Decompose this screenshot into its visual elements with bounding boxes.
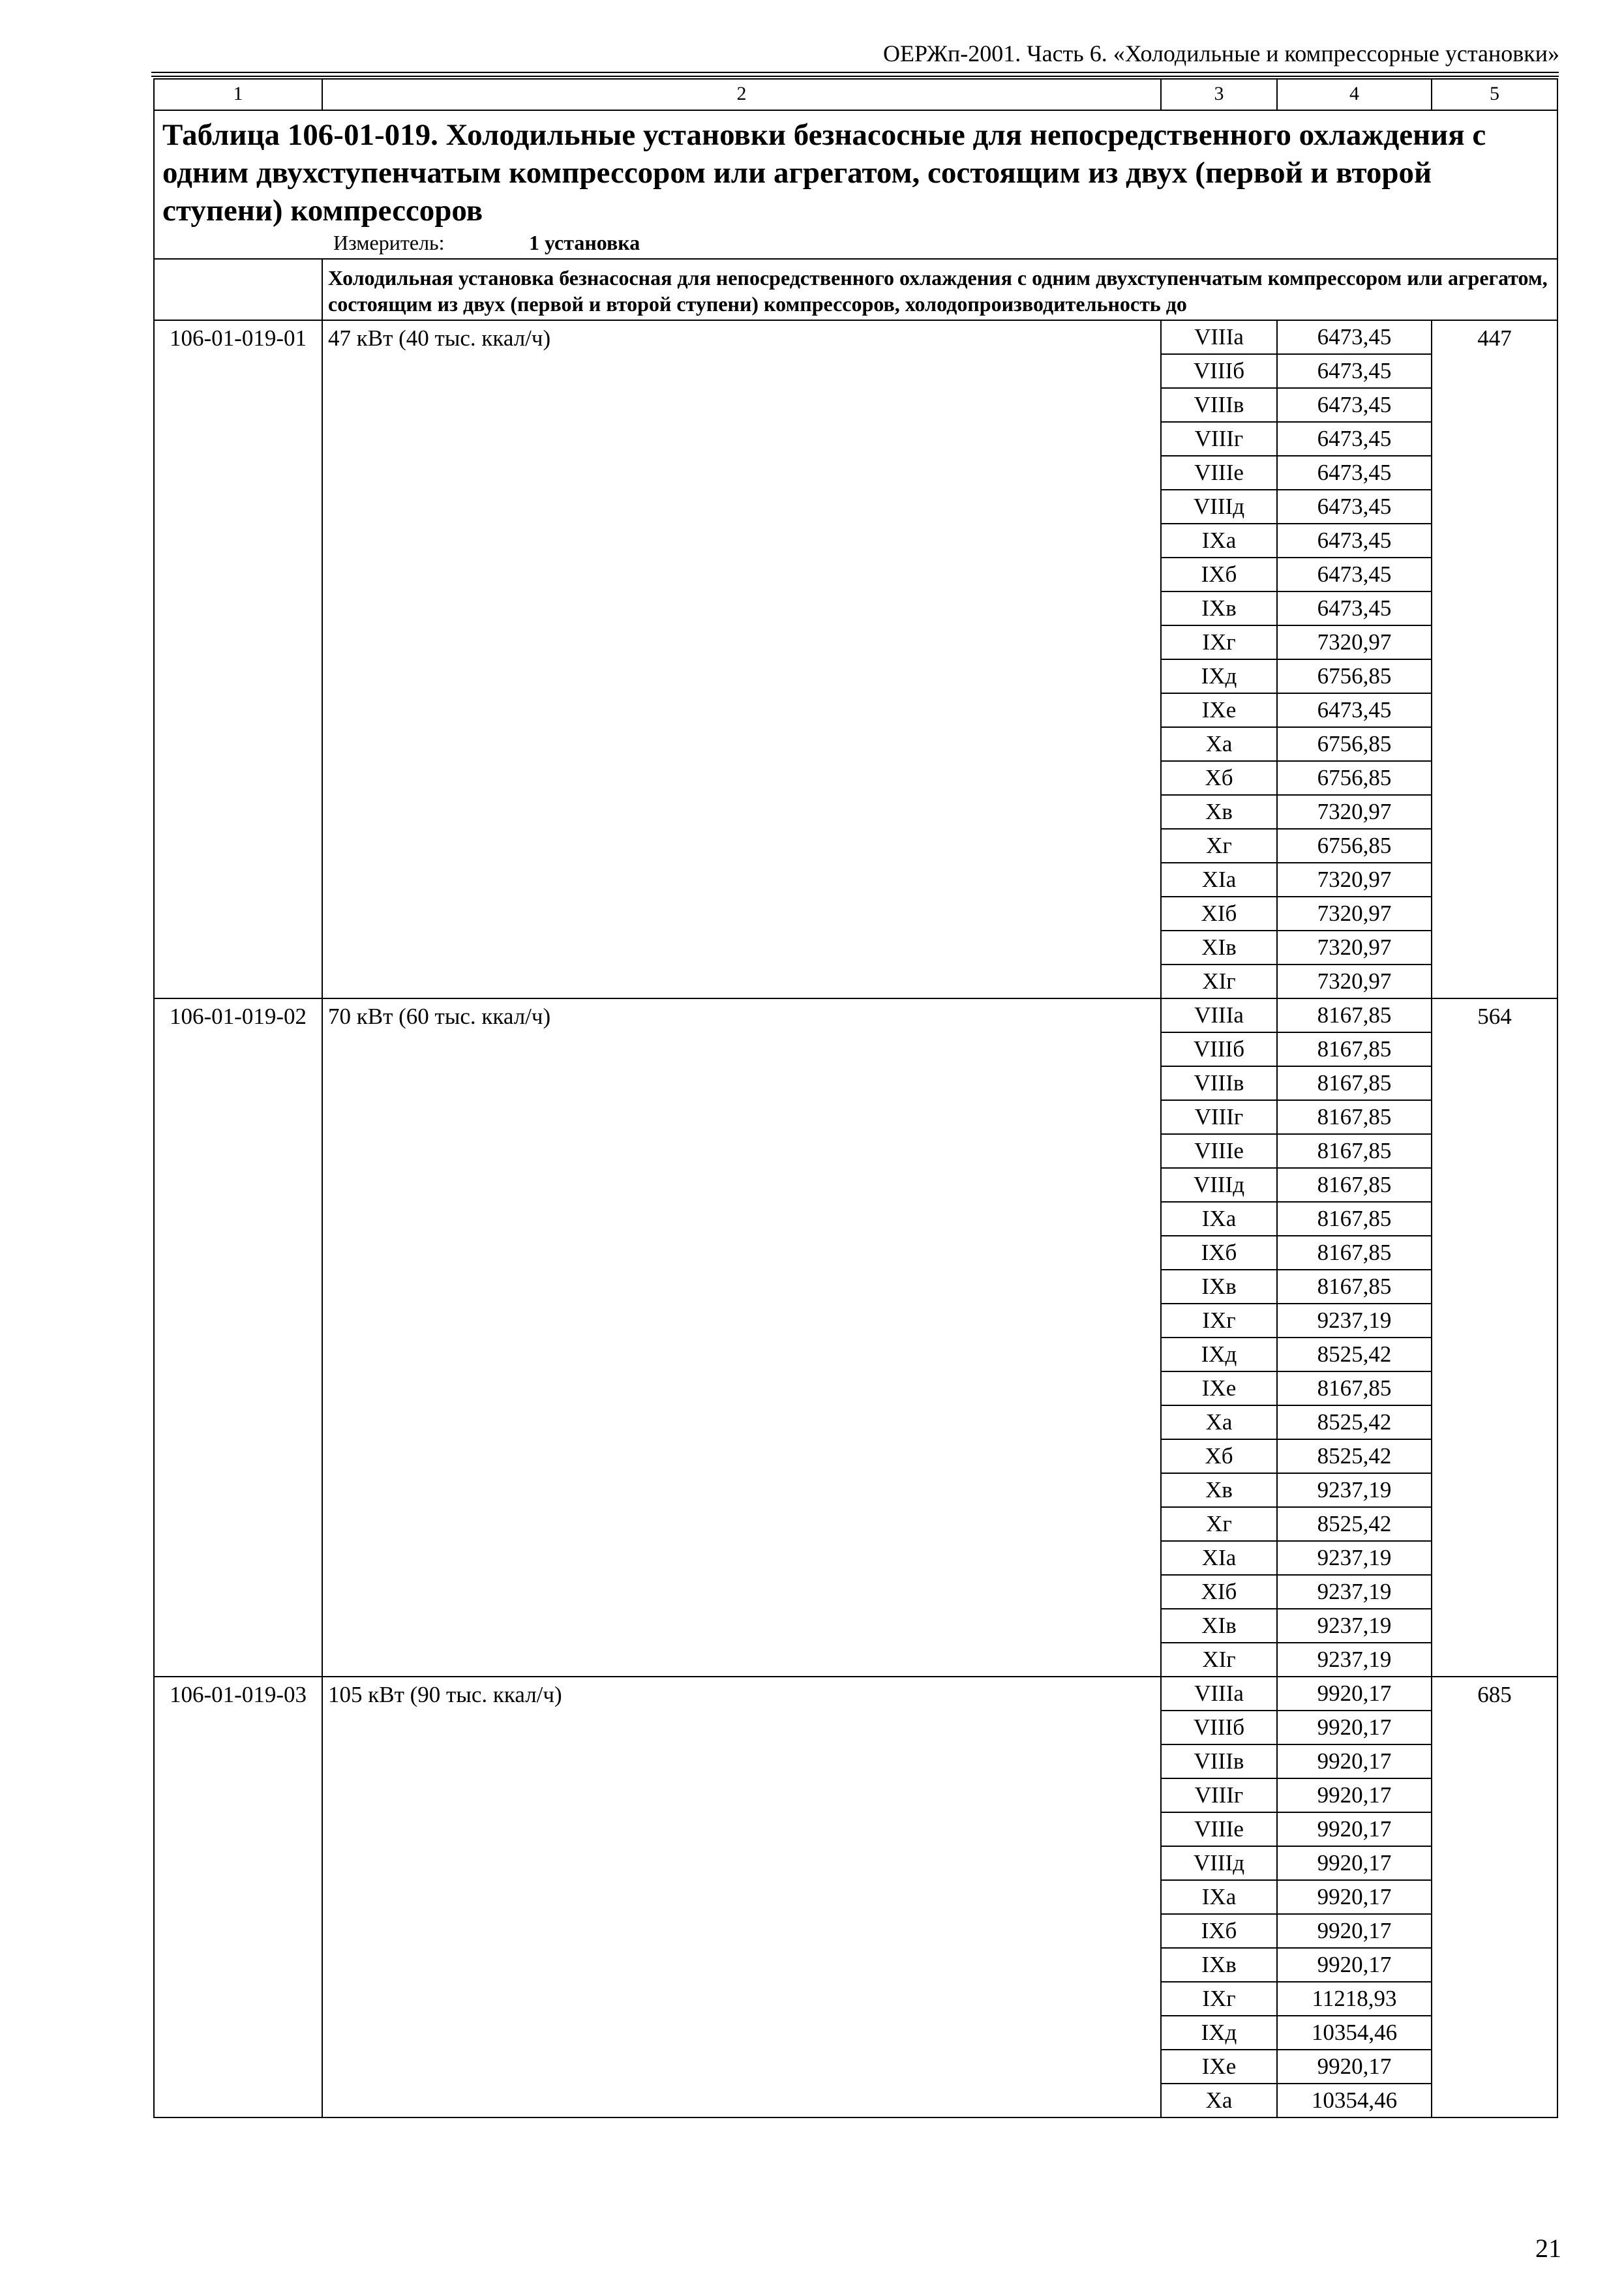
zone-cell: IXв — [1161, 1948, 1277, 1982]
zone-cell: VIIIг — [1161, 1778, 1277, 1812]
zone-cell: XIг — [1161, 965, 1277, 998]
price-cell: 8167,85 — [1277, 1134, 1432, 1168]
zone-cell: IXв — [1161, 591, 1277, 625]
price-cell: 6473,45 — [1277, 490, 1432, 524]
column-number: 3 — [1161, 79, 1277, 110]
zone-cell: IXд — [1161, 659, 1277, 693]
zone-cell: IXг — [1161, 1304, 1277, 1338]
price-cell: 8167,85 — [1277, 1100, 1432, 1134]
price-cell: 9920,17 — [1277, 1812, 1432, 1846]
zone-cell: IXв — [1161, 1270, 1277, 1304]
zone-cell: VIIIд — [1161, 1168, 1277, 1202]
zone-cell: Xг — [1161, 1507, 1277, 1541]
weight-cell: 447 — [1432, 320, 1557, 998]
section-description-row — [154, 259, 1557, 320]
zone-cell: Xв — [1161, 795, 1277, 829]
price-cell: 7320,97 — [1277, 897, 1432, 931]
zone-cell: VIIIа — [1161, 998, 1277, 1032]
price-cell: 6756,85 — [1277, 761, 1432, 795]
price-cell: 8525,42 — [1277, 1507, 1432, 1541]
zone-cell: VIIIе — [1161, 456, 1277, 490]
zone-cell: XIа — [1161, 863, 1277, 897]
price-cell: 6473,45 — [1277, 524, 1432, 558]
zone-cell: IXб — [1161, 1236, 1277, 1270]
price-cell: 11218,93 — [1277, 1982, 1432, 2016]
zone-cell: VIIIб — [1161, 354, 1277, 388]
zone-cell: VIIIб — [1161, 1032, 1277, 1066]
unit-value: 1 установка — [529, 231, 640, 254]
running-header: ОЕРЖп-2001. Часть 6. «Холодильные и компрессорные установки» — [882, 40, 1559, 67]
price-cell: 8167,85 — [1277, 1236, 1432, 1270]
zone-cell: VIIIа — [1161, 1677, 1277, 1711]
table-row — [154, 1677, 1557, 1711]
column-number: 1 — [154, 79, 322, 110]
zone-cell: IXа — [1161, 1880, 1277, 1914]
rates-table — [153, 78, 1558, 2118]
zone-cell: IXг — [1161, 625, 1277, 659]
zone-cell: VIIIв — [1161, 1744, 1277, 1778]
price-cell: 9920,17 — [1277, 1778, 1432, 1812]
zone-cell: Xа — [1161, 2084, 1277, 2117]
zone-cell: VIIIв — [1161, 388, 1277, 422]
zone-cell: IXе — [1161, 1371, 1277, 1405]
price-cell: 9920,17 — [1277, 2050, 1432, 2084]
price-cell: 7320,97 — [1277, 863, 1432, 897]
price-cell: 6473,45 — [1277, 693, 1432, 727]
column-number: 5 — [1432, 79, 1557, 110]
price-cell: 8525,42 — [1277, 1439, 1432, 1473]
rate-name: 47 кВт (40 тыс. ккал/ч) — [322, 320, 1161, 998]
zone-cell: VIIIд — [1161, 490, 1277, 524]
price-cell: 7320,97 — [1277, 795, 1432, 829]
weight-cell: 685 — [1432, 1677, 1557, 2117]
table-title-row — [154, 110, 1557, 259]
zone-cell: IXб — [1161, 1914, 1277, 1948]
rate-code: 106-01-019-02 — [154, 998, 322, 1677]
price-cell: 9237,19 — [1277, 1609, 1432, 1643]
zone-cell: IXб — [1161, 558, 1277, 591]
table-row — [154, 998, 1557, 1032]
rate-name: 105 кВт (90 тыс. ккал/ч) — [322, 1677, 1161, 2117]
empty-cell — [154, 259, 322, 320]
price-cell: 8167,85 — [1277, 1032, 1432, 1066]
price-cell: 8167,85 — [1277, 1371, 1432, 1405]
price-cell: 6473,45 — [1277, 388, 1432, 422]
column-number: 2 — [322, 79, 1161, 110]
zone-cell: Xв — [1161, 1473, 1277, 1507]
table-row — [154, 320, 1557, 354]
zone-cell: XIг — [1161, 1643, 1277, 1677]
price-cell: 6756,85 — [1277, 829, 1432, 863]
price-cell: 6473,45 — [1277, 422, 1432, 456]
price-cell: 9237,19 — [1277, 1643, 1432, 1677]
price-cell: 6756,85 — [1277, 727, 1432, 761]
zone-cell: IXг — [1161, 1982, 1277, 2016]
zone-cell: VIIIе — [1161, 1134, 1277, 1168]
zone-cell: Xб — [1161, 761, 1277, 795]
zone-cell: XIб — [1161, 897, 1277, 931]
zone-cell: IXд — [1161, 2016, 1277, 2050]
price-cell: 7320,97 — [1277, 625, 1432, 659]
header-rule — [151, 72, 1559, 73]
zone-cell: Xб — [1161, 1439, 1277, 1473]
price-cell: 7320,97 — [1277, 965, 1432, 998]
price-cell: 8525,42 — [1277, 1338, 1432, 1371]
zone-cell: VIIIе — [1161, 1812, 1277, 1846]
weight-cell: 564 — [1432, 998, 1557, 1677]
column-number: 4 — [1277, 79, 1432, 110]
zone-cell: VIIIв — [1161, 1066, 1277, 1100]
price-cell: 6473,45 — [1277, 320, 1432, 354]
price-cell: 6756,85 — [1277, 659, 1432, 693]
price-cell: 9920,17 — [1277, 1846, 1432, 1880]
price-cell: 9920,17 — [1277, 1914, 1432, 1948]
price-cell: 10354,46 — [1277, 2084, 1432, 2117]
zone-cell: IXе — [1161, 693, 1277, 727]
price-cell: 9920,17 — [1277, 1677, 1432, 1711]
unit-label: Измеритель: — [333, 231, 445, 254]
zone-cell: Xг — [1161, 829, 1277, 863]
price-cell: 8167,85 — [1277, 1270, 1432, 1304]
zone-cell: VIIIг — [1161, 422, 1277, 456]
price-cell: 6473,45 — [1277, 558, 1432, 591]
price-cell: 9237,19 — [1277, 1473, 1432, 1507]
zone-cell: Xа — [1161, 1405, 1277, 1439]
price-cell: 6473,45 — [1277, 354, 1432, 388]
price-cell: 9237,19 — [1277, 1541, 1432, 1575]
zone-cell: XIб — [1161, 1575, 1277, 1609]
page-number: 21 — [1535, 2234, 1561, 2263]
zone-cell: XIв — [1161, 931, 1277, 965]
price-cell: 8167,85 — [1277, 1066, 1432, 1100]
zone-cell: VIIIб — [1161, 1711, 1277, 1744]
unit-row — [333, 230, 1549, 258]
price-cell: 10354,46 — [1277, 2016, 1432, 2050]
price-cell: 9920,17 — [1277, 1711, 1432, 1744]
price-cell: 8167,85 — [1277, 998, 1432, 1032]
zone-cell: XIа — [1161, 1541, 1277, 1575]
price-cell: 9237,19 — [1277, 1304, 1432, 1338]
section-description: Холодильная установка безнасосная для непосредственного охлаждения с одним двухступенчатым компрессором или агрегатом, состоящим из двух (первой и второй ступени) компрессоров, холодопроизводительность до — [322, 259, 1557, 320]
table-title-cell — [154, 110, 1557, 259]
zone-cell: IXе — [1161, 2050, 1277, 2084]
price-cell: 7320,97 — [1277, 931, 1432, 965]
price-cell: 9920,17 — [1277, 1744, 1432, 1778]
zone-cell: VIIIа — [1161, 320, 1277, 354]
zone-cell: IXа — [1161, 1202, 1277, 1236]
price-cell: 9920,17 — [1277, 1880, 1432, 1914]
price-cell: 8167,85 — [1277, 1168, 1432, 1202]
rate-code: 106-01-019-03 — [154, 1677, 322, 2117]
price-cell: 8167,85 — [1277, 1202, 1432, 1236]
price-cell: 6473,45 — [1277, 591, 1432, 625]
zone-cell: Xа — [1161, 727, 1277, 761]
header-rule-double — [151, 76, 1559, 77]
price-cell: 8525,42 — [1277, 1405, 1432, 1439]
zone-cell: IXа — [1161, 524, 1277, 558]
table-title: Таблица 106-01-019. Холодильные установки безнасосные для непосредственного охлаждения с одним двухступенчатым компрессором или агрегатом, состоящим из двух (первой и второй ступени) компрессоров — [162, 118, 1486, 228]
zone-cell: VIIIг — [1161, 1100, 1277, 1134]
rate-code: 106-01-019-01 — [154, 320, 322, 998]
zone-cell: XIв — [1161, 1609, 1277, 1643]
price-cell: 6473,45 — [1277, 456, 1432, 490]
zone-cell: VIIIд — [1161, 1846, 1277, 1880]
price-cell: 9920,17 — [1277, 1948, 1432, 1982]
column-number-row — [154, 79, 1557, 110]
zone-cell: IXд — [1161, 1338, 1277, 1371]
price-cell: 9237,19 — [1277, 1575, 1432, 1609]
rate-name: 70 кВт (60 тыс. ккал/ч) — [322, 998, 1161, 1677]
